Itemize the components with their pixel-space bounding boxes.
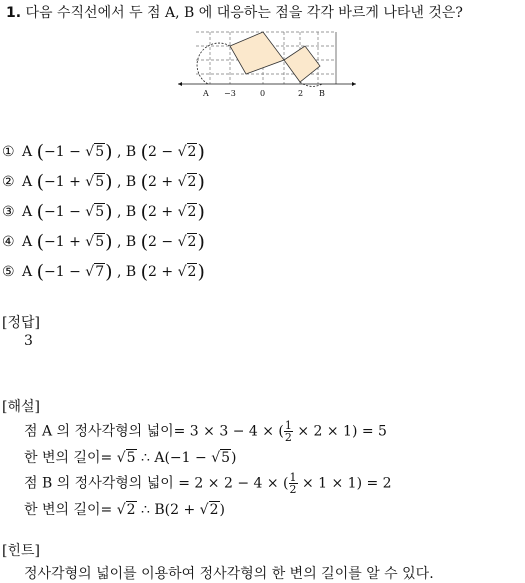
- explanation-line-4: 한 변의 길이= √2 ∴ B(2 + √2): [24, 502, 225, 518]
- hint-text: 정사각형의 넓이를 이용하여 정사각형의 한 변의 길이를 알 수 있다.: [24, 566, 434, 582]
- answer-heading: [정답]: [2, 315, 40, 331]
- choice-4[interactable]: ④ A (−1 + √5) , B (2 − √2): [2, 231, 205, 253]
- choice-3[interactable]: ③ A (−1 − √5) , B (2 + √2): [2, 201, 205, 223]
- explanation-line-1: 점 A 의 정사각형의 넓이= 3 × 3 − 4 × ( $\frac{1}{2}$ × 2 × 1) = 5: [24, 419, 387, 444]
- label-a: A: [203, 89, 209, 98]
- choice-2[interactable]: ② A (−1 + √5) , B (2 + √2): [2, 171, 205, 193]
- answer-value: 3: [24, 333, 33, 349]
- question-text: 다음 수직선에서 두 점 A, B 에 대응하는 점을 각각 바르게 나타낸 것은?: [25, 5, 463, 21]
- square-a: [230, 32, 284, 74]
- choice-1[interactable]: ① A (−1 − √5) , B (2 − √2): [2, 141, 205, 163]
- number-line-figure: [172, 26, 362, 98]
- explanation-heading: [해설]: [2, 399, 40, 415]
- square-b: [284, 46, 320, 82]
- label-b: B: [319, 89, 325, 98]
- fraction-half: $\frac{1}{2}$: [284, 419, 292, 444]
- hint-heading: [힌트]: [2, 543, 40, 559]
- explanation-line-2: 한 변의 길이= √5 ∴ A(−1 − √5): [24, 450, 237, 466]
- fraction-half: $\frac{1}{2}$: [289, 471, 297, 496]
- question: [6, 2, 463, 22]
- label-zero: 0: [260, 89, 266, 98]
- explanation-line-3: 점 B 의 정사각형의 넓이 = 2 × 2 − 4 × ( $\frac{1}{2}$ × 1 × 1) = 2: [24, 471, 392, 496]
- choice-5[interactable]: ⑤ A (−1 − √7) , B (2 + √2): [2, 261, 205, 283]
- question-number: 1.: [6, 5, 22, 21]
- label-two: 2: [298, 89, 304, 98]
- label-minus3: −3: [224, 89, 236, 98]
